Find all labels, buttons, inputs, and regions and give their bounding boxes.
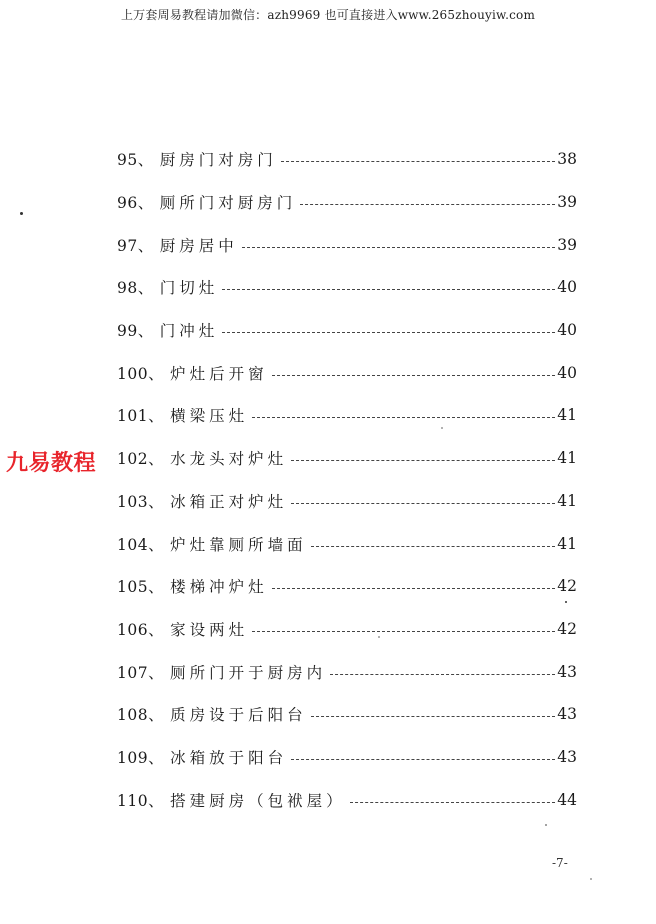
toc-entry [117,778,577,821]
toc-dotted-leader [222,331,555,333]
toc-entry-number: 106、 [117,620,165,639]
toc-entry-number: 98、 [117,279,154,298]
toc-dotted-leader [291,758,555,760]
toc-entry-title: 厕所门对厨房门 [159,194,297,213]
scan-speck [590,878,592,880]
scan-speck [20,212,23,215]
toc-dotted-leader [272,587,555,589]
toc-entry-page: 41 [557,406,577,425]
toc-entry-page: 41 [557,534,577,553]
toc-entry-title: 楼梯冲炉灶 [170,578,268,597]
toc-entry-title: 炉灶靠厕所墙面 [170,535,307,554]
toc-entry [117,351,577,394]
toc-entry-title: 家设两灶 [170,620,249,639]
toc-entry-number: 108、 [117,706,165,725]
toc-entry-page: 38 [557,150,577,169]
toc-entry [117,437,577,480]
toc-entry-number: 101、 [117,407,165,426]
toc-entry-page: 41 [557,491,577,510]
toc-entry [117,138,577,181]
toc-entry [117,565,577,608]
toc-entry-page: 42 [557,577,577,596]
toc-entry-page: 40 [557,321,577,340]
toc-entry-page: 40 [557,278,577,297]
toc-dotted-leader [222,288,555,290]
toc-entry-title: 厨房门对房门 [159,151,277,170]
toc-dotted-leader [281,160,555,162]
page-number: -7- [552,856,568,870]
toc-entry-number: 96、 [117,194,154,213]
toc-entry-number: 100、 [117,364,165,383]
toc-entry-number: 110、 [117,791,165,810]
toc-entry [117,394,577,437]
toc-entry [117,522,577,565]
toc-entry-page: 41 [557,449,577,468]
toc-entry-number: 102、 [117,450,165,469]
toc-dotted-leader [311,545,555,547]
toc-entry [117,736,577,779]
toc-entry-number: 95、 [117,151,154,170]
toc-entry-number: 105、 [117,578,165,597]
toc-dotted-leader [291,502,555,504]
toc-entry [117,181,577,224]
toc-dotted-leader [252,416,555,418]
toc-entry-page: 43 [557,705,577,724]
toc-entry [117,223,577,266]
toc-entry-title: 厨房居中 [159,236,238,255]
table-of-contents [117,138,577,821]
toc-entry-page: 39 [557,235,577,254]
scan-speck [441,427,443,429]
toc-entry-number: 109、 [117,748,165,767]
toc-dotted-leader [242,246,555,248]
watermark-logo: 九易教程 [6,451,97,476]
toc-entry-title: 搭建厨房（包袱屋） [170,791,346,810]
toc-dotted-leader [350,801,555,803]
toc-entry-title: 水龙头对炉灶 [170,450,288,469]
toc-entry-title: 门切灶 [159,279,219,298]
toc-entry-page: 44 [557,790,577,809]
scan-speck [545,824,547,826]
toc-dotted-leader [300,203,555,205]
toc-entry-number: 107、 [117,663,165,682]
toc-entry-title: 冰箱正对炉灶 [170,492,288,511]
toc-entry [117,480,577,523]
toc-dotted-leader [291,459,555,461]
toc-entry-number: 103、 [117,492,165,511]
scan-speck [565,601,567,603]
toc-entry-number: 97、 [117,236,154,255]
toc-entry [117,309,577,352]
toc-entry [117,693,577,736]
toc-dotted-leader [252,630,555,632]
scan-speck [378,636,380,638]
toc-entry-number: 104、 [117,535,165,554]
toc-entry-number: 99、 [117,322,154,341]
toc-entry-title: 横梁压灶 [170,407,249,426]
toc-entry [117,266,577,309]
toc-entry [117,608,577,651]
toc-dotted-leader [330,673,555,675]
toc-dotted-leader [311,715,555,717]
toc-entry-page: 39 [557,193,577,212]
toc-entry-title: 冰箱放于阳台 [170,748,288,767]
toc-entry-title: 炉灶后开窗 [170,364,268,383]
toc-entry-title: 质房设于后阳台 [170,706,307,725]
toc-entry-page: 43 [557,747,577,766]
toc-entry-page: 42 [557,619,577,638]
toc-entry-page: 40 [557,363,577,382]
toc-entry-page: 43 [557,662,577,681]
header-banner: 上万套周易教程请加微信：azh9969 也可直接进入www.265zhouyiw.com [120,8,536,22]
toc-entry-title: 厕所门开于厨房内 [170,663,327,682]
toc-entry [117,650,577,693]
toc-entry-title: 门冲灶 [159,322,219,341]
toc-dotted-leader [272,374,555,376]
